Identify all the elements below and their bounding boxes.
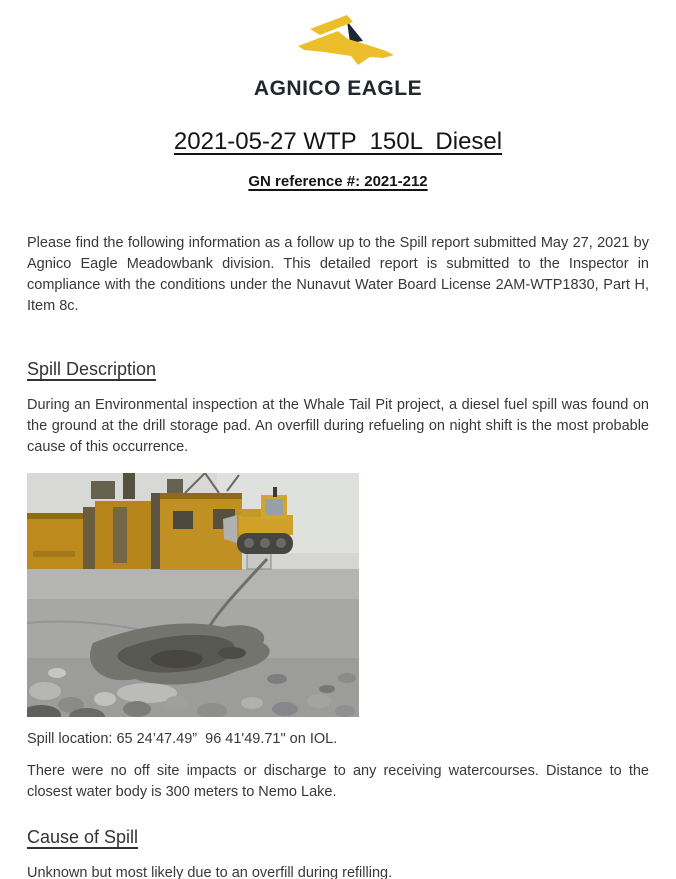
company-logo (0, 0, 676, 101)
spill-site-photo (27, 473, 359, 717)
impacts-paragraph: There were no off site impacts or discharge to any receiving watercourses. Distance to the closest water body is 300 meters to Nemo Lake. (27, 762, 649, 800)
spill-description-paragraph: During an Environmental inspection at the Whale Tail Pit project, a diesel fuel spill was found on the ground at the drill storage pad. An overfill during refueling on night shift is the most probable cause of this occurrence. (27, 397, 649, 455)
eagle-icon (290, 8, 414, 75)
cause-paragraph: Unknown but most likely due to an overfill during refilling. (27, 864, 393, 879)
gn-reference: GN reference #: 2021-212 (248, 173, 428, 190)
brand-wordmark: AGNICO EAGLE (253, 77, 423, 100)
section-heading-cause-of-spill: Cause of Spill (27, 826, 139, 847)
section-heading-spill-description: Spill Description (27, 359, 157, 379)
page-title: 2021-05-27 WTP 150L Diesel (173, 128, 503, 155)
intro-paragraph: Please find the following information as a follow up to the Spill report submitted May 27, 2021 by Agnico Eagle Meadowbank division. This detailed report is submitted to the Inspector in compliance with the conditions under the Nunavut Water Board License 2AM-WTP1830, Part H, Item 8c. (27, 235, 649, 314)
spill-location-line: Spill location: 65 24’47.49” 96 41'49.71" on IOL. (27, 730, 338, 747)
